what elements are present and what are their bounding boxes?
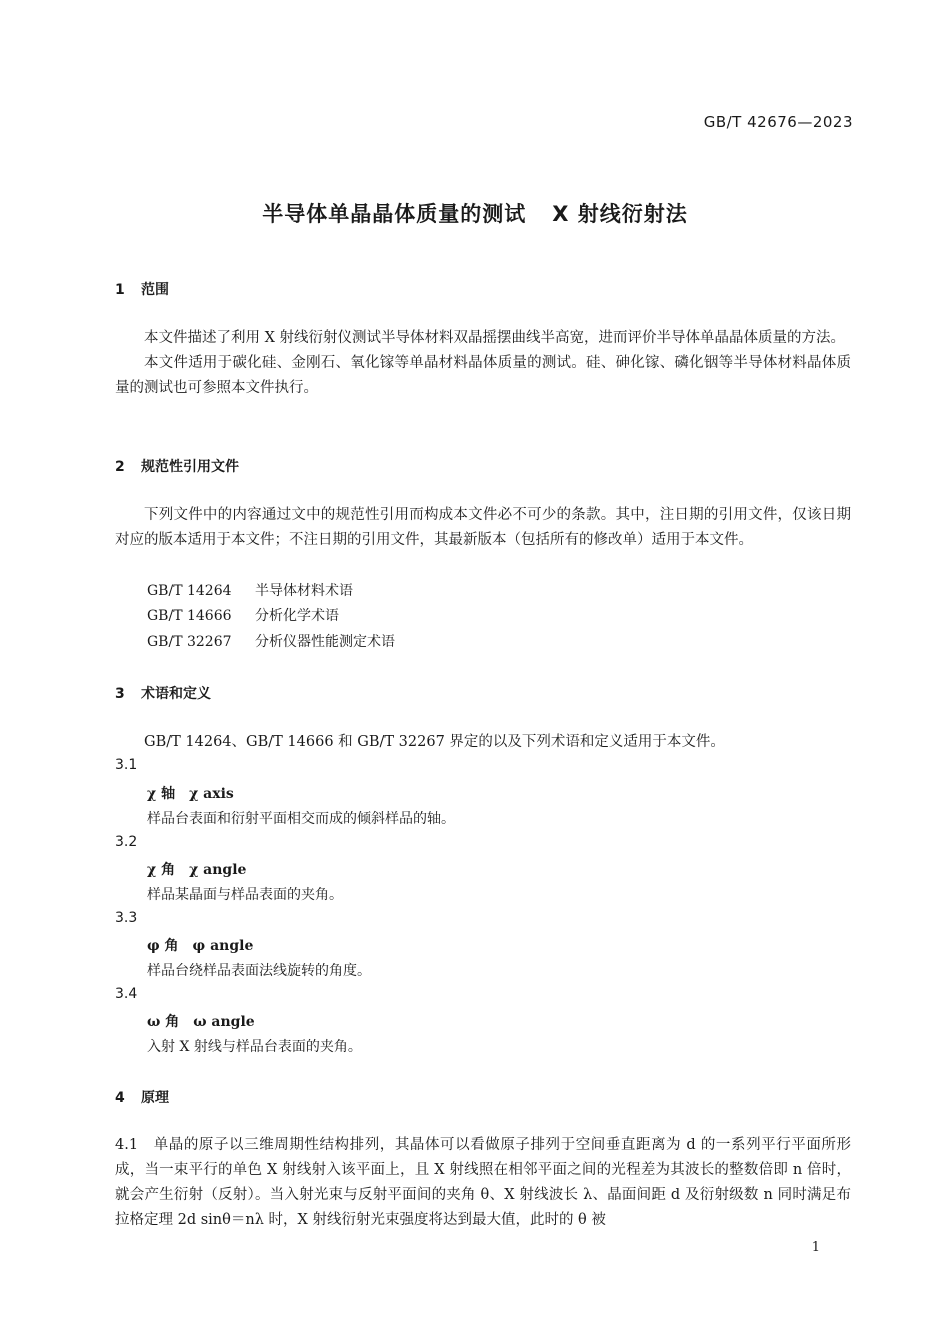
paragraph: GB/T 14264、GB/T 14666 和 GB/T 32267 界定的以及下列术语和定义适用于本文件。 [144, 734, 725, 750]
term-number: 3.3 [115, 910, 138, 926]
section-heading-principle [115, 1087, 169, 1107]
section-title: 术语和定义 [141, 686, 211, 702]
term-zh: ω 角 [147, 1014, 180, 1030]
reference-title: 分析化学术语 [255, 608, 339, 624]
section-number: 2 [115, 459, 125, 475]
term-name [147, 935, 253, 955]
term-en: ω angle [193, 1014, 255, 1030]
reference-code: GB/T 14666 [147, 608, 232, 624]
term-number: 3.4 [115, 986, 138, 1002]
title-main: 半导体单晶晶体质量的测试 [262, 202, 527, 226]
reference-code: GB/T 14264 [147, 583, 232, 599]
term-definition: 入射 X 射线与样品台表面的夹角。 [147, 1039, 362, 1055]
term-name [147, 1011, 255, 1031]
term-en: χ angle [189, 862, 247, 878]
section-number: 3 [115, 686, 125, 702]
term-en: φ angle [192, 938, 254, 954]
reference-item [147, 580, 353, 600]
term-name [147, 783, 234, 803]
terms-intro [115, 730, 851, 755]
section-title: 规范性引用文件 [141, 459, 239, 475]
reference-item [147, 631, 395, 651]
document-title [0, 198, 950, 228]
term-zh: φ 角 [147, 938, 179, 954]
section-heading-scope [115, 279, 169, 299]
standard-code: GB/T 42676—2023 [703, 113, 853, 131]
paragraph: 本文件描述了利用 X 射线衍射仪测试半导体材料双晶摇摆曲线半高宽，进而评价半导体单晶晶体质量的方法。 [144, 330, 846, 346]
section-heading-terms [115, 683, 211, 703]
section-number: 1 [115, 282, 125, 298]
term-definition: 样品台表面和衍射平面相交而成的倾斜样品的轴。 [147, 811, 455, 827]
section-title: 原理 [141, 1090, 169, 1106]
section-title: 范围 [141, 282, 169, 298]
references-body [115, 503, 851, 553]
term-number: 3.2 [115, 834, 138, 850]
term-zh: χ 轴 [147, 786, 176, 802]
reference-code: GB/T 32267 [147, 634, 232, 650]
term-definition: 样品台绕样品表面法线旋转的角度。 [147, 963, 371, 979]
section-heading-normative-references [115, 456, 239, 476]
title-method: X 射线衍射法 [552, 202, 688, 226]
reference-title: 分析仪器性能测定术语 [255, 634, 395, 650]
reference-item [147, 605, 339, 625]
paragraph: 下列文件中的内容通过文中的规范性引用而构成本文件必不可少的条款。其中，注日期的引用文件，仅该日期对应的版本适用于本文件；不注日期的引用文件，其最新版本（包括所有的修改单）适用于本文件。 [115, 507, 851, 548]
term-definition: 样品某晶面与样品表面的夹角。 [147, 887, 343, 903]
principle-body [115, 1133, 851, 1233]
term-number: 3.1 [115, 757, 138, 773]
page-number: 1 [811, 1240, 820, 1255]
scope-body [115, 326, 851, 401]
paragraph: 4.1 单晶的原子以三维周期性结构排列，其晶体可以看做原子排列于空间垂直距离为 d 的一系列平行平面所形成，当一束平行的单色 X 射线射入该平面上，且 X 射线照在相邻平面之间的光程差为其波长的整数倍即 n 倍时，就会产生衍射（反射）。当入射光束与反射平面间的夹角 θ、X 射线波长 λ、晶面间距 d 及衍射级数 n 同时满足布拉格定理 2d sinθ＝nλ 时，X 射线衍射光束强度将达到最大值，此时的 θ 被 [115, 1137, 851, 1228]
term-en: χ axis [189, 786, 234, 802]
paragraph: 本文件适用于碳化硅、金刚石、氧化镓等单晶材料晶体质量的测试。硅、砷化镓、磷化铟等半导体材料晶体质量的测试也可参照本文件执行。 [115, 355, 851, 396]
section-number: 4 [115, 1090, 125, 1106]
term-name [147, 859, 246, 879]
term-zh: χ 角 [147, 862, 176, 878]
reference-title: 半导体材料术语 [255, 583, 353, 599]
